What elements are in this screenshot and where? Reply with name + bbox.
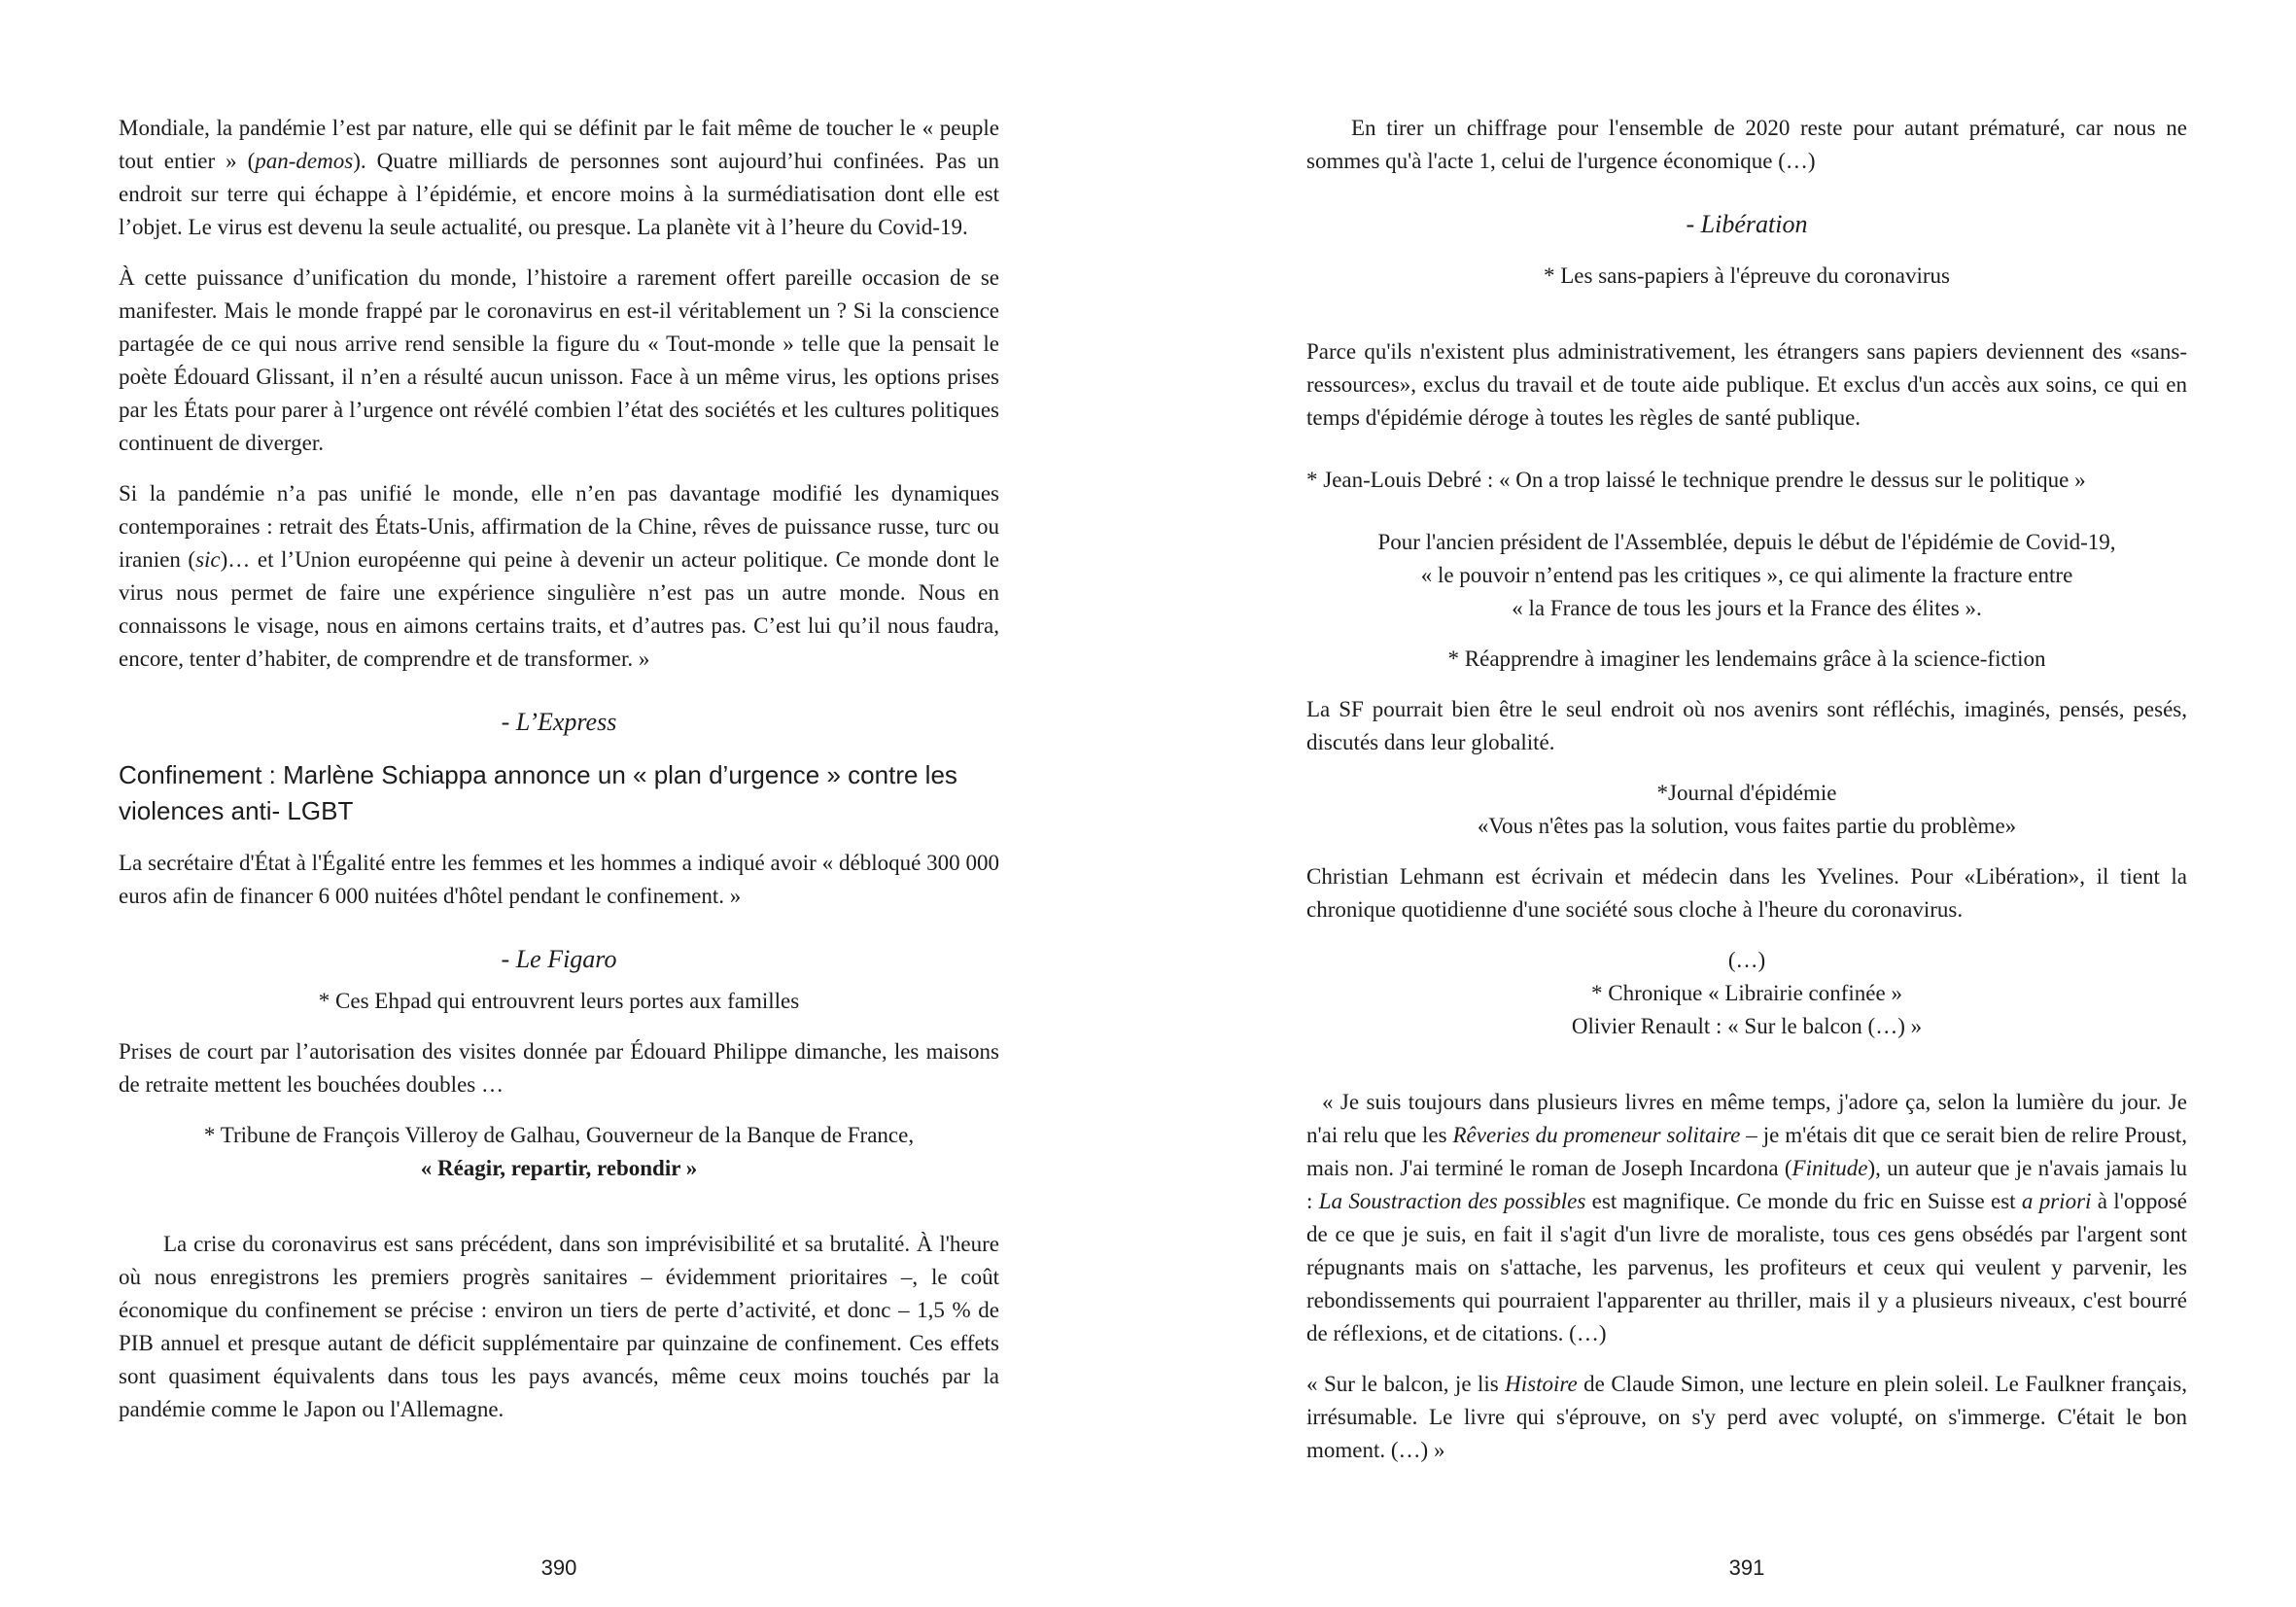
item-ehpad: * Ces Ehpad qui entrouvrent leurs portes aux familles [318, 989, 800, 1013]
right-page [1306, 0, 2187, 1607]
paragraph-mondiale: Mondiale, la pandémie l’est par nature, elle qui se définit par le fait même de toucher le « peuple tout entier » (pan-demos). Quatre milliards de personnes sont aujourd’hui confinées. Pas un endroit sur terre qui échappe à l’épidémie, et encore moins à la surmédiatisation dont elle est l’objet. Le virus est devenu la seule actualité, ou presque. La planète vit à l’heure du Covid-19. [119, 116, 1000, 239]
right-page-text [1306, 112, 2187, 1467]
page-number-left: 390 [540, 1555, 577, 1580]
paragraph-lehmann: Christian Lehmann est écrivain et médecin dans les Yvelines. Pour «Libération», il tient la chronique quotidienne d'une société sous cloche à l'heure du coronavirus. [1306, 864, 2187, 922]
debre-summary [1306, 526, 2187, 625]
paragraph-quote-balcon: « Sur le balcon, je lis Histoire de Claude Simon, une lecture en plein soleil. Le Faulkner français, irrésumable. Le livre qui s'éprouve, on s'y perd avec volupté, on s'immerge. C'était le bon moment. (…) » [1306, 1372, 2188, 1462]
source-express: - L’Express [501, 708, 617, 736]
chronique-line-2: Olivier Renault : « Sur le balcon (…) » [1571, 1014, 1923, 1038]
paragraph-schiappa: La secrétaire d'État à l'Égalité entre les femmes et les hommes a indiqué avoir « débloqué 300 000 euros afin de financer 6 000 nuitées d'hôtel pendant le confinement. » [119, 851, 999, 908]
paragraph-sans-papiers: Parce qu'ils n'existent plus administrativement, les étrangers sans papiers deviennent des «sans-ressources», exclus du travail et de toute aide publique. Et exclus d'un accès aux soins, ce qui en temps d'épidémie déroge à toutes les règles de santé publique. [1306, 339, 2187, 430]
paragraph-ehpad: Prises de court par l’autorisation des visites donnée par Édouard Philippe dimanche, les maisons de retraite mettent les bouchées doubles … [119, 1039, 999, 1097]
journal-epidemie [1306, 777, 2187, 843]
journal-line-2: «Vous n'êtes pas la solution, vous faites partie du problème» [1477, 814, 2017, 838]
item-debre: * Jean-Louis Debré : « On a trop laissé le technique prendre le dessus sur le politique » [1306, 468, 2086, 492]
item-sans-papiers: * Les sans-papiers à l'épreuve du coronavirus [1544, 263, 1950, 288]
tribune-title [119, 1119, 999, 1185]
debre-line-3: « la France de tous les jours et la France des élites ». [1512, 596, 1982, 620]
paragraph-chiffrage: En tirer un chiffrage pour l'ensemble de 2020 reste pour autant prématuré, car nous ne sommes qu'à l'acte 1, celui de l'urgence économique (…) [1306, 116, 2187, 173]
tribune-line-2: « Réagir, repartir, rebondir » [420, 1156, 698, 1180]
paragraph-dynamiques: Si la pandémie n’a pas unifié le monde, elle n’en pas davantage modifié les dynamiques contemporaines : retrait des États-Unis, affirmation de la Chine, rêves de puissance russe, turc ou iranien (sic)… et l’Union européenne qui peine à devenir un acteur politique. Ce monde dont le virus nous permet de faire une expérience singulière n’est pas un autre monde. Nous en connaissons le visage, nous en aimons certains traits, et d’autres pas. C’est lui qu’il nous faudra, encore, tenter d’habiter, de comprendre et de transformer. » [119, 481, 999, 671]
paragraph-unification: À cette puissance d’unification du monde, l’histoire a rarement offert pareille occasion de se manifester. Mais le monde frappé par le coronavirus en est-il véritablement un ? Si la conscience partagée de ce qui nous arrive rend sensible la figure du « Tout-monde » telle que la pensait le poète Édouard Glissant, il n’en a résulté aucun unisson. Face à un même virus, les options prises par les États pour parer à l’urgence ont révélé combien l’état des sociétés et les cultures politiques continuent de diverger. [119, 265, 999, 455]
paragraph-crise: La crise du coronavirus est sans précédent, dans son imprévisibilité et sa brutalité. À l'heure où nous enregistrons les premiers progrès sanitaires – évidemment prioritaires –, le coût économique du confinement se précise : environ un tiers de perte d’activité, et donc – 1,5 % de PIB annuel et presque autant de déficit supplémentaire par quinzaine de confinement. Ces effets sont quasiment équivalents dans tous les pays avancés, même ceux moins touchés par la pandémie comme le Japon ou l'Allemagne. [119, 1232, 999, 1421]
left-page [119, 0, 999, 1607]
left-page-text [119, 112, 999, 1426]
headline-schiappa: Confinement : Marlène Schiappa annonce un « plan d’urgence » contre les violences anti- LGBT [119, 760, 957, 825]
page-number-right: 391 [1728, 1555, 1765, 1580]
tribune-line-1: * Tribune de François Villeroy de Galhau, Gouverneur de la Banque de France, [203, 1123, 915, 1147]
paragraph-quote-renault: « Je suis toujours dans plusieurs livres en même temps, j'adore ça, selon la lumière du jour. Je n'ai relu que les Rêveries du promeneur solitaire – je m'étais dit que ce serait bien de relire Proust, mais non. J'ai terminé le roman de Joseph Incardona (Finitude), un auteur que je n'avais jamais lu : La Soustraction des possibles est magnifique. Ce monde du fric en Suisse est a priori à l'opposé de ce que je suis, en fait il s'agit d'un livre de moraliste, tous ces gens obsédés par l'argent sont répugnants mais on s'attache, les parvenus, les profiteurs et ceux qui veulent y parvenir, les rebondissements qui pourraient l'apparenter au thriller, mais il y a plusieurs niveaux, c'est bourré de réflexions, et de citations. (…) [1306, 1090, 2188, 1345]
item-science-fiction: * Réapprendre à imaginer les lendemains grâce à la science-fiction [1447, 646, 2046, 671]
chronique-block [1306, 944, 2187, 1043]
source-figaro: - Le Figaro [501, 945, 617, 973]
debre-line-2: « le pouvoir n’entend pas les critiques », ce qui alimente la fracture entre [1420, 563, 2073, 587]
chronique-line-1: * Chronique « Librairie confinée » [1591, 981, 1902, 1005]
source-liberation: - Libération [1686, 210, 1808, 238]
debre-line-1: Pour l'ancien président de l'Assemblée, depuis le début de l'épidémie de Covid-19, [1377, 530, 2116, 554]
ellipsis: (…) [1727, 948, 1766, 972]
journal-line-1: *Journal d'épidémie [1656, 781, 1837, 805]
paragraph-science-fiction: La SF pourrait bien être le seul endroit où nos avenirs sont réfléchis, imaginés, pensés, pesés, discutés dans leur globalité. [1306, 697, 2187, 754]
